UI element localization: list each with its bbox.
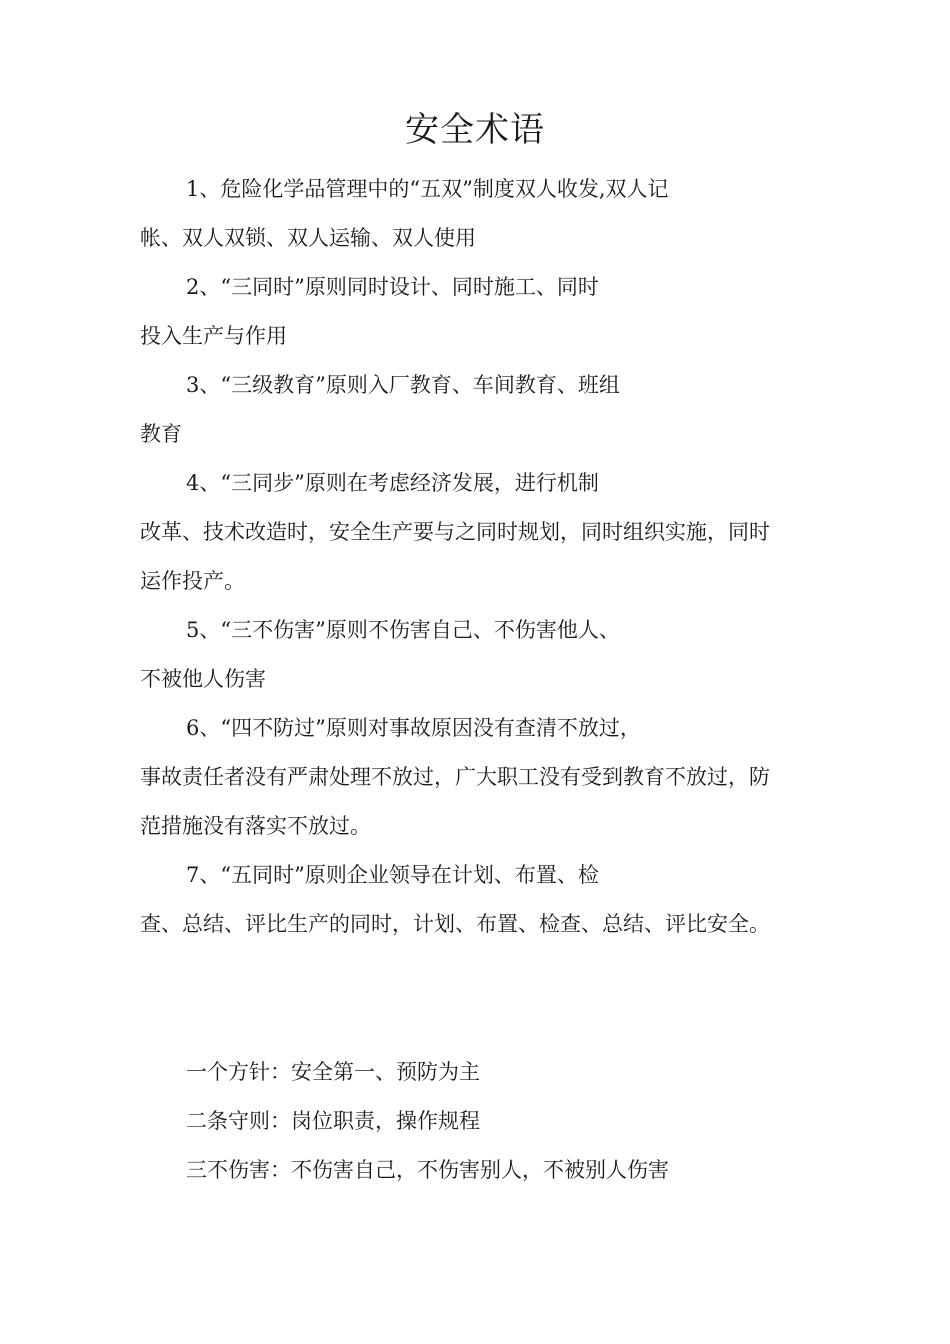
paragraph-7-line-1: 7、“五同时”原则企业领导在计划、布置、检 [186,863,599,887]
paragraph-1-line-1: 1、危险化学品管理中的“五双”制度双人收发,双人记 [186,177,669,201]
paragraph-7-line-2: 查、总结、评比生产的同时，计划、布置、检查、总结、评比安全。 [140,912,770,936]
paragraph-4-line-3: 运作投产。 [140,569,245,593]
paragraph-5-line-1: 5、“三不伤害”原则不伤害自己、不伤害他人、 [186,618,620,642]
paragraph-3-line-1: 3、“三级教育”原则入厂教育、车间教育、班组 [186,373,620,397]
paragraph-1-line-2: 帐、双人双锁、双人运输、双人使用 [140,226,476,250]
paragraph-3-line-2: 教育 [140,422,182,446]
paragraph-4-line-1: 4、“三同步”原则在考虑经济发展，进行机制 [186,471,599,495]
paragraph-5-line-2: 不被他人伤害 [140,667,266,691]
paragraph-2-line-2: 投入生产与作用 [140,324,287,348]
paragraph-4-line-2: 改革、技术改造时，安全生产要与之同时规划，同时组织实施，同时 [140,520,770,544]
paragraph-6-line-2: 事故责任者没有严肃处理不放过，广大职工没有受到教育不放过，防 [140,765,770,789]
summary-line-1: 一个方针：安全第一、预防为主 [186,1060,480,1084]
paragraph-2-line-1: 2、“三同时”原则同时设计、同时施工、同时 [186,275,599,299]
summary-line-2: 二条守则：岗位职责，操作规程 [186,1109,480,1133]
summary-line-3: 三不伤害：不伤害自己，不伤害别人，不被别人伤害 [186,1158,669,1182]
paragraph-6-line-1: 6、“四不防过”原则对事故原因没有查清不放过， [186,716,641,740]
paragraph-6-line-3: 范措施没有落实不放过。 [140,814,371,838]
page-title: 安全术语 [405,110,545,150]
